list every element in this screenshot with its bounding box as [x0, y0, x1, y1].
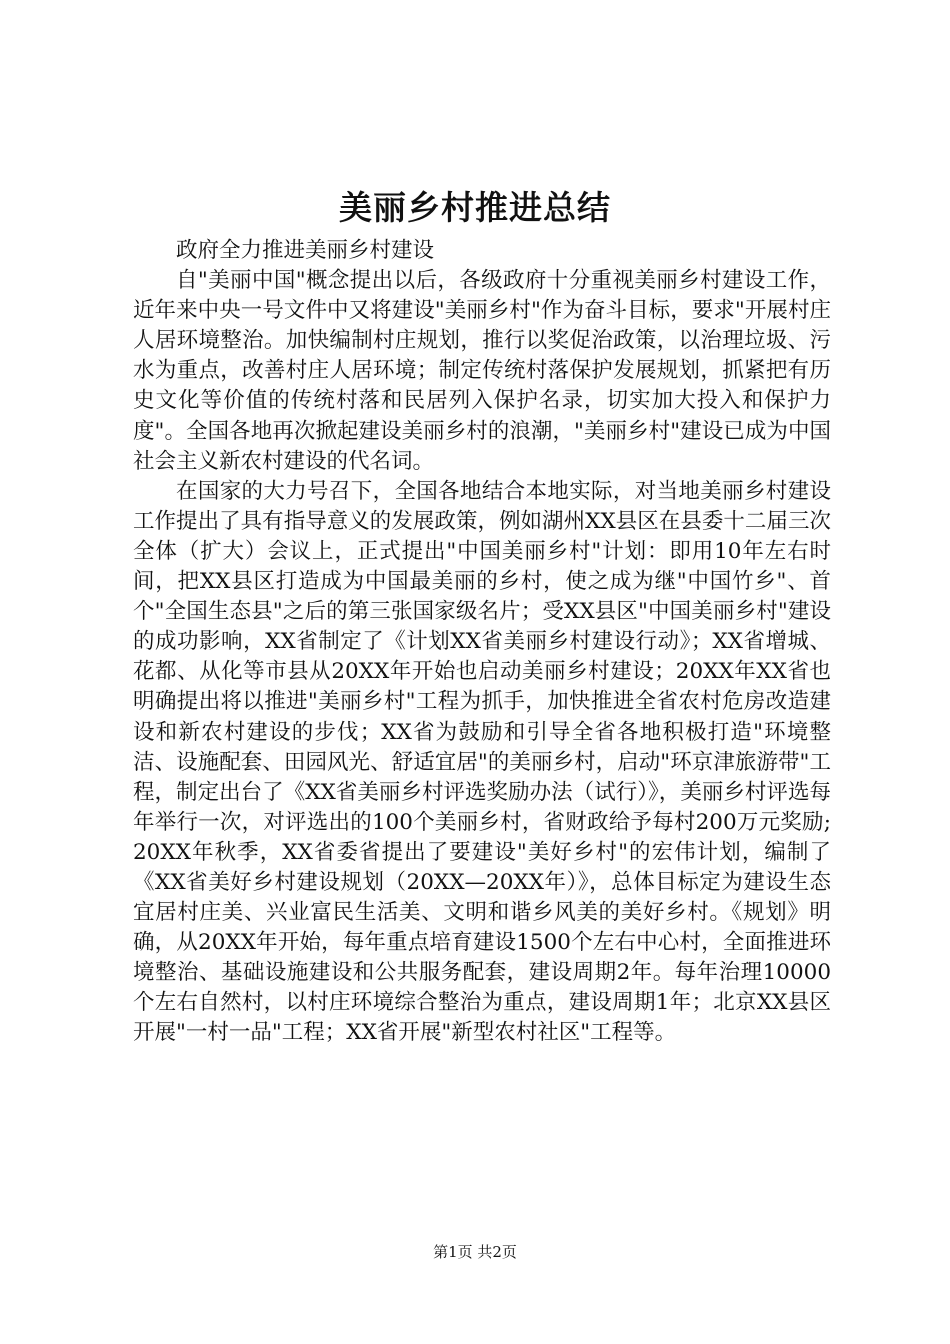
document-body: [133, 236, 831, 1049]
paragraph-policies: 在国家的大力号召下，全国各地结合本地实际，对当地美丽乡村建设工作提出了具有指导意义的发展政策，例如湖州XX县区在县委十二届三次全体（扩大）会议上，正式提出"中国美丽乡村"计划：即用10年左右时间，把XX县区打造成为中国最美丽的乡村，使之成为继"中国竹乡"、首个"全国生态县"之后的第三张国家级名片；受XX县区"中国美丽乡村"建设的成功影响，XX省制定了《计划XX省美丽乡村建设行动》；XX省增城、花都、从化等市县从20XX年开始也启动美丽乡村建设；20XX年XX省也明确提出将以推进"美丽乡村"工程为抓手，加快推进全省农村危房改造建设和新农村建设的步伐；XX省为鼓励和引导全省各地积极打造"环境整洁、设施配套、田园风光、舒适宜居"的美丽乡村，启动"环京津旅游带"工程，制定出台了《XX省美丽乡村评选奖励办法（试行）》，美丽乡村评选每年举行一次，对评选出的100个美丽乡村，省财政给予每村200万元奖励;20XX年秋季，XX省委省提出了要建设"美好乡村"的宏伟计划，编制了《XX省美好乡村建设规划（20XX—20XX年）》，总体目标定为建设生态宜居村庄美、兴业富民生活美、文明和谐乡风美的美好乡村。《规划》明确，从20XX年开始，每年重点培育建设1500个左右中心村，全面推进环境整治、基础设施建设和公共服务配套，建设周期2年。每年治理10000个左右自然村，以村庄环境综合整治为重点，建设周期1年；北京XX县区开展"一村一品"工程；XX省开展"新型农村社区"工程等。: [133, 478, 831, 1046]
document-title: 美丽乡村推进总结: [339, 188, 611, 227]
page-footer: 第1页 共2页: [433, 1243, 517, 1261]
paragraph-subtitle: 政府全力推进美丽乡村建设: [176, 238, 435, 263]
paragraph-intro: 自"美丽中国"概念提出以后，各级政府十分重视美丽乡村建设工作，近年来中央一号文件中又将建设"美丽乡村"作为奋斗目标，要求"开展村庄人居环境整治。加快编制村庄规划，推行以奖促治政策，以治理垃圾、污水为重点，改善村庄人居环境；制定传统村落保护发展规划，抓紧把有历史文化等价值的传统村落和民居列入保护名录，切实加大投入和保护力度"。全国各地再次掀起建设美丽乡村的浪潮，"美丽乡村"建设已成为中国社会主义新农村建设的代名词。: [133, 268, 831, 474]
